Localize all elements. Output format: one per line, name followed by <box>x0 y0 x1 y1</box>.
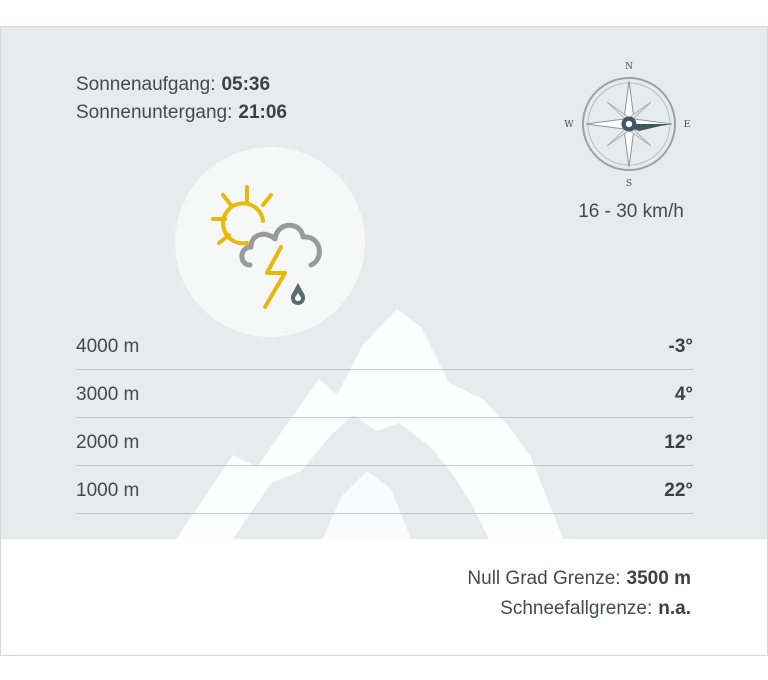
altitude-height: 2000 m <box>76 431 140 453</box>
sun-cloud-thunderstorm-rain-icon <box>175 147 365 337</box>
compass-east: E <box>683 120 691 130</box>
compass-west: W <box>564 120 574 130</box>
freezing-level-label: Null Grad Grenze: <box>467 568 621 589</box>
altitude-temperature-table <box>76 322 693 514</box>
altitude-temp: 22° <box>664 479 693 501</box>
sun-times <box>76 71 287 127</box>
compass-icon <box>559 57 699 191</box>
freezing-level-row <box>467 564 691 594</box>
compass-south: S <box>625 179 633 189</box>
snowline-value: n.a. <box>658 598 691 619</box>
altitude-row <box>76 466 693 514</box>
freezing-level-value: 3500 m <box>626 568 691 589</box>
altitude-height: 3000 m <box>76 383 140 405</box>
weather-panel <box>1 27 767 539</box>
altitude-height: 4000 m <box>76 335 140 357</box>
sunset-row <box>76 99 287 127</box>
sunset-time: 21:06 <box>238 102 287 123</box>
sunset-label: Sonnenuntergang: <box>76 102 233 123</box>
sunrise-time: 05:36 <box>221 74 271 95</box>
sunrise-row <box>76 71 287 99</box>
wind-speed: 16 - 30 km/h <box>578 201 684 222</box>
altitude-temp: -3° <box>668 335 693 357</box>
compass-north: N <box>625 62 633 72</box>
snowline-label: Schneefallgrenze: <box>500 598 653 619</box>
altitude-height: 1000 m <box>76 479 140 501</box>
limits-info <box>467 564 691 624</box>
altitude-row <box>76 370 693 418</box>
altitude-row <box>76 322 693 370</box>
altitude-temp: 4° <box>674 383 693 405</box>
weather-icon-circle <box>175 147 365 337</box>
snowline-row <box>467 594 691 624</box>
weather-card <box>0 26 768 656</box>
altitude-temp: 12° <box>664 431 693 453</box>
sunrise-label: Sonnenaufgang: <box>76 74 216 95</box>
altitude-row <box>76 418 693 466</box>
